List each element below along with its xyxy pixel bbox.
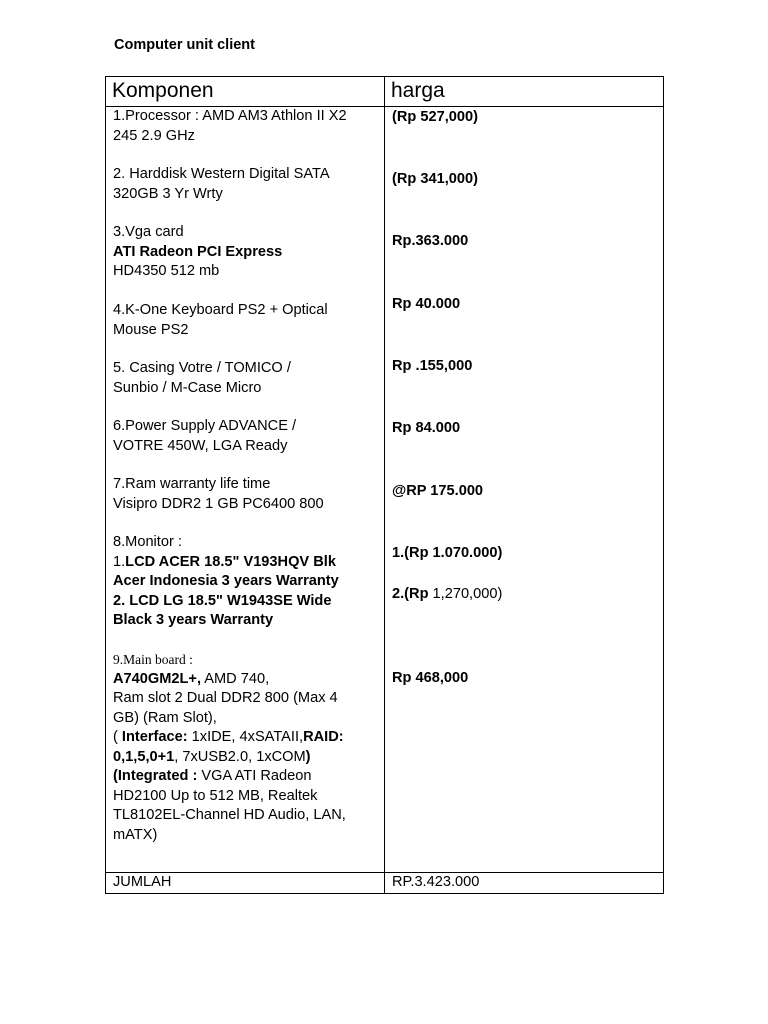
component-harddisk: 2. Harddisk Western Digital SATA 320GB 3 Yr Wrty — [113, 166, 330, 202]
document-title: Computer unit client — [114, 37, 255, 53]
component-ram: 7.Ram warranty life time Visipro DDR2 1 GB PC6400 800 — [113, 476, 324, 512]
header-component: Komponen — [106, 77, 385, 107]
price-power-supply: Rp 84.000 — [392, 420, 461, 436]
price-table — [105, 76, 664, 894]
price-ram: @RP 175.000 — [392, 483, 484, 499]
total-label: JUMLAH — [106, 873, 385, 894]
component-keyboard: 4.K-One Keyboard PS2 + Optical Mouse PS2 — [113, 302, 328, 338]
component-mainboard: 9.Main board : A740GM2L+, AMD 740, Ram slot 2 Dual DDR2 800 (Max 4 GB) (Ram Slot), ( Interface: 1xIDE, 4xSATAII,RAID: 0,1,5,0+1, 7xUSB2.0, 1xCOM) (Integrated : VGA ATI Radeon HD2100 Up to 512 MB, Realtek TL8102EL-Channel HD Audio, LAN, mATX) — [113, 652, 346, 843]
items-row — [106, 107, 664, 873]
total-row — [106, 873, 664, 894]
price-cell — [385, 107, 664, 873]
price-mainboard: Rp 468,000 — [392, 670, 469, 686]
price-keyboard: Rp 40.000 — [392, 296, 461, 312]
component-monitor: 8.Monitor : 1.LCD ACER 18.5" V193HQV Blk Acer Indonesia 3 years Warranty 2. LCD LG 18.5" W1943SE Wide Black 3 years Warranty — [113, 534, 339, 628]
component-cell — [106, 107, 385, 873]
price-vga: Rp.363.000 — [392, 233, 469, 249]
component-processor: 1.Processor : AMD AM3 Athlon II X2 245 2.9 GHz — [113, 108, 347, 144]
total-value: RP.3.423.000 — [385, 873, 664, 894]
component-power-supply: 6.Power Supply ADVANCE / VOTRE 450W, LGA Ready — [113, 418, 297, 454]
component-casing: 5. Casing Votre / TOMICO / Sunbio / M-Case Micro — [113, 360, 291, 396]
price-monitor-1: 1.(Rp 1.070.000) — [392, 545, 503, 561]
header-price: harga — [385, 77, 664, 107]
price-monitor-2: 2.(Rp 1,270,000) — [392, 586, 503, 602]
header-row — [106, 77, 664, 107]
component-vga: 3.Vga card ATI Radeon PCI Express HD4350 512 mb — [113, 224, 283, 279]
price-casing: Rp .155,000 — [392, 358, 473, 374]
price-harddisk: (Rp 341,000) — [392, 171, 478, 187]
price-processor: (Rp 527,000) — [392, 109, 478, 125]
